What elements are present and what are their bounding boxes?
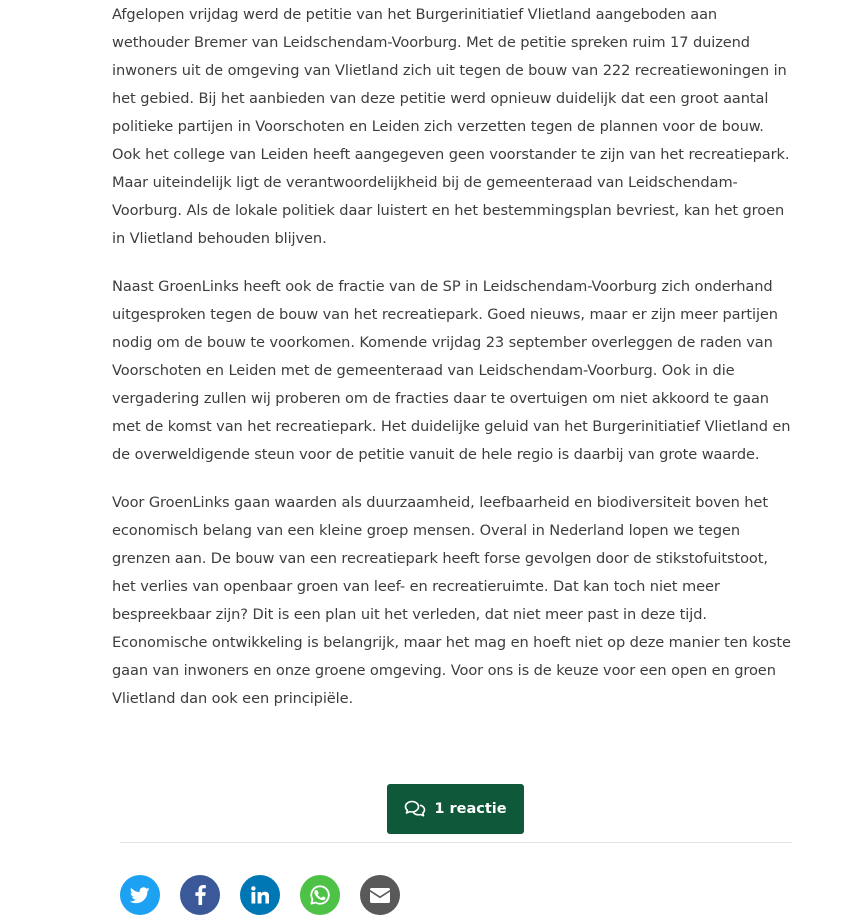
linkedin-icon	[251, 886, 269, 904]
comments-icon	[404, 800, 426, 818]
share-linkedin-button[interactable]	[240, 875, 280, 915]
comments-section	[387, 784, 524, 834]
divider	[120, 842, 792, 843]
share-facebook-button[interactable]	[180, 875, 220, 915]
article-body	[112, 0, 792, 733]
facebook-icon	[195, 885, 206, 905]
article-paragraph-2: Naast GroenLinks heeft ook de fractie van de SP in Leidschendam-Voorburg zich onderhand uitgesproken tegen de bouw van het recreatiepark. Goed nieuws, maar er zijn meer partijen nodig om de bouw te voorkomen. Komende vrijdag 23 september overleggen de raden van Voorschoten en Leiden met de gemeenteraad van Leidschendam-Voorburg. Ook in die vergadering zullen wij proberen om de fracties daar te overtuigen om niet akkoord te gaan met de komst van het recreatiepark. Het duidelijke geluid van het Burgerinitiatief Vlietland en de overweldigende steun voor de petitie vanuit de hele regio is daarbij van grote waarde.	[112, 278, 791, 463]
share-email-button[interactable]	[360, 875, 400, 915]
share-bar	[120, 875, 400, 915]
share-twitter-button[interactable]	[120, 875, 160, 915]
comments-button-label: 1 reactie	[434, 801, 507, 817]
whatsapp-icon	[309, 884, 331, 906]
article-paragraph-1: Afgelopen vrijdag werd de petitie van het Burgerinitiatief Vlietland aangeboden aan wethouder Bremer van Leidschendam-Voorburg. Met de petitie spreken ruim 17 duizend inwoners uit de omgeving van Vlietland zich uit tegen de bouw van 222 recreatiewoningen in het gebied. Bij het aanbieden van deze petitie werd opnieuw duidelijk dat een groot aantal politieke partijen in Voorschoten en Leiden zich verzetten tegen de plannen voor de bouw. Ook het college van Leiden heeft aangegeven geen voorstander te zijn van het recreatiepark. Maar uiteindelijk ligt de verantwoordelijkheid bij de gemeenteraad van Leidschendam-Voorburg. Als de lokale politiek daar luistert en het bestemmingsplan bevriest, kan het groen in Vlietland behouden blijven.	[112, 6, 790, 247]
share-whatsapp-button[interactable]	[300, 875, 340, 915]
envelope-icon	[370, 888, 390, 903]
twitter-icon	[130, 887, 150, 904]
article-paragraph-3: Voor GroenLinks gaan waarden als duurzaamheid, leefbaarheid en biodiversiteit boven het economisch belang van een kleine groep mensen. Overal in Nederland lopen we tegen grenzen aan. De bouw van een recreatiepark heeft forse gevolgen door de stikstofuitstoot, het verlies van openbaar groen van leef- en recreatieruimte. Dat kan toch niet meer bespreekbaar zijn? Dit is een plan uit het verleden, dat niet meer past in deze tijd. Economische ontwikkeling is belangrijk, maar het mag en hoeft niet op deze manier ten koste gaan van inwoners en onze groene omgeving. Voor ons is de keuze voor een open en groen Vlietland dan ook een principiële.	[112, 494, 791, 707]
comments-button[interactable]	[387, 784, 524, 834]
